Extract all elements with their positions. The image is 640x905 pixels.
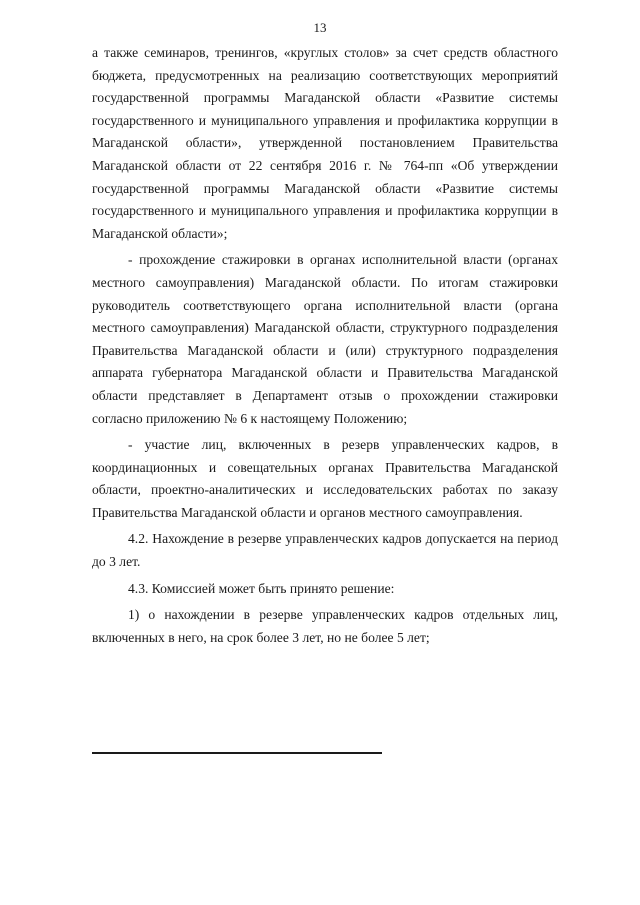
page-number: 13	[313, 20, 327, 35]
paragraph-4-3-item-1: 1) о нахождении в резерве управленческих кадров отдельных лиц, включенных в него, на срок более 3 лет, но не более 5 лет;	[92, 607, 558, 645]
paragraph-participation: - участие лиц, включенных в резерв управленческих кадров, в координационных и совещательных органах Правительства Магаданской области, проектно-аналитических и исследовательских работах по заказу Правительства Магаданской области и органов местного самоуправления.	[92, 437, 558, 520]
document-body	[92, 42, 558, 649]
footer-divider	[92, 752, 382, 754]
paragraph-internship: - прохождение стажировки в органах исполнительной власти (органах местного самоуправления) Магаданской области. По итогам стажировки руководитель соответствующего органа исполнительной власти (органа местного самоуправления) Магаданской области, структурного подразделения Правительства Магаданской области и (или) структурного подразделения аппарата губернатора Магаданской области и Правительства Магаданской области представляет в Департамент отзыв о прохождении стажировки согласно приложению № 6 к настоящему Положению;	[92, 252, 558, 426]
paragraph-continuation: а также семинаров, тренингов, «круглых столов» за счет средств областного бюджета, предусмотренных на реализацию соответствующих мероприятий государственной программы Магаданской области «Развитие системы государственного и муниципального управления и профилактика коррупции в Магаданской области», утвержденной постановлением Правительства Магаданской области от 22 сентября 2016 г. № 764-пп «Об утверждении государственной программы Магаданской области «Развитие системы государственного и муниципального управления и профилактика коррупции в Магаданской области»;	[92, 45, 558, 241]
paragraph-4-3: 4.3. Комиссией может быть принято решение:	[128, 580, 395, 596]
paragraph-4-2: 4.2. Нахождение в резерве управленческих кадров допускается на период до 3 лет.	[92, 531, 558, 570]
